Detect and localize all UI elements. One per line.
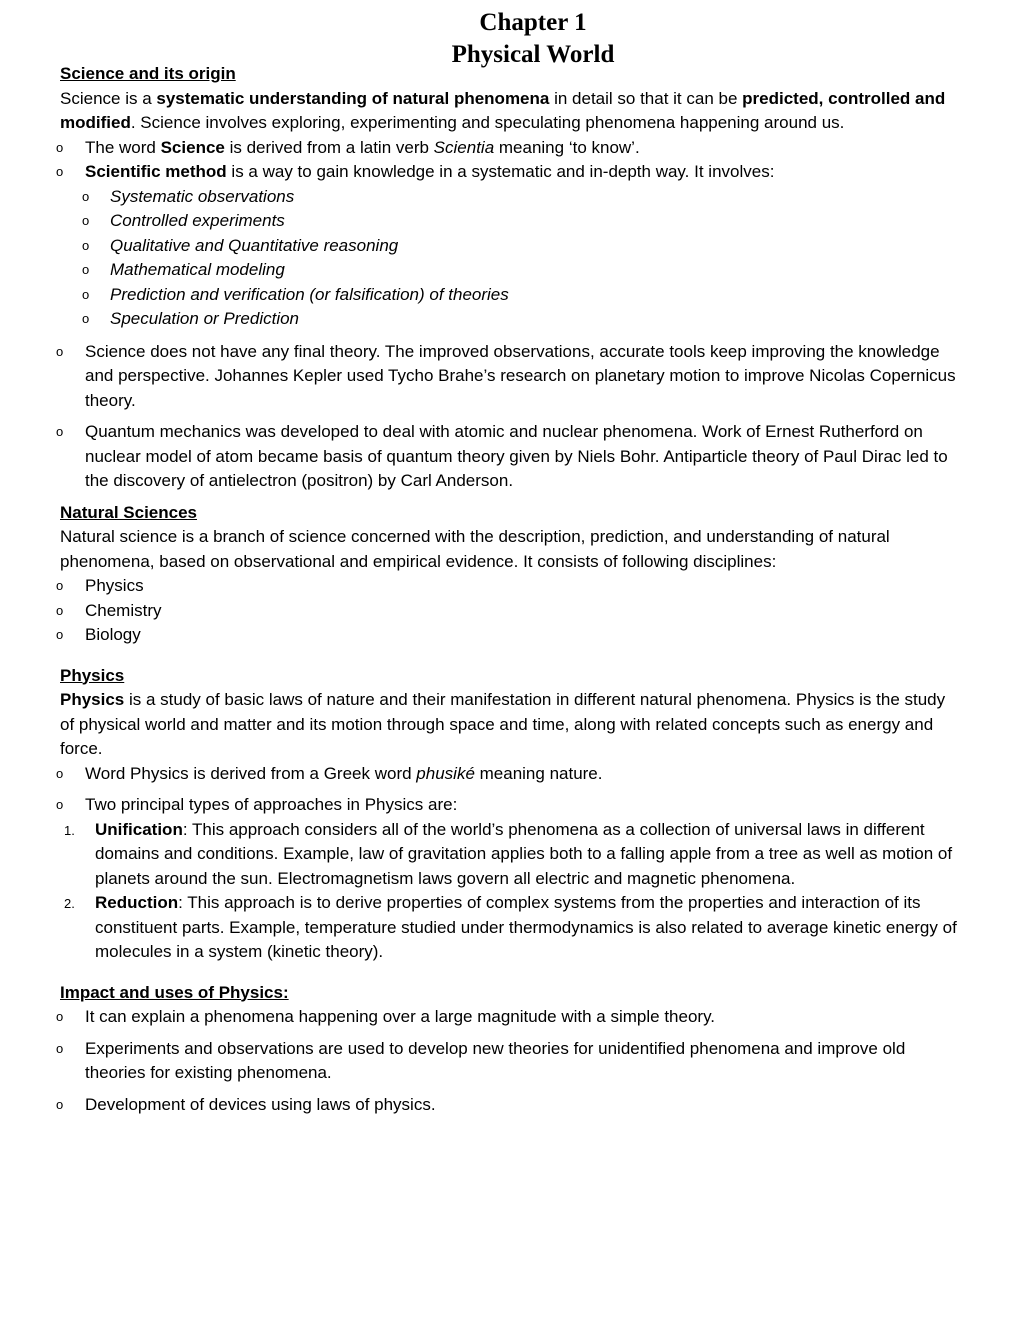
list-item: o Biology [60,623,960,648]
list-item: o Physics [60,574,960,599]
heading-science-origin: Science and its origin [60,64,236,83]
list-item: o Science does not have any final theory. The improved observations, accurate tools keep improving the knowledge and perspective. Johannes Kepler used Tycho Brahe’s research on planetary motion to improve Nicolas Copernicus theory. [60,340,960,414]
list-item: o Scientific method is a way to gain knowledge in a systematic and in-depth way. It involves: o Systematic observations o Controlled experiments o Qualitative and Quantitative reasoning o Mathematical modeling o Prediction and verification (or falsification) of theories o Speculation or Prediction [60,160,960,332]
list-item: o Systematic observations [85,185,960,210]
list-item: 1. Unification: This approach considers all of the world’s phenomena as a collection of universal laws in different domains and conditions. Example, law of gravitation applies both to a falling apple from a tree as well as motion of planets around the sun. Electromagnetism laws govern all electric and magnetic phenomena. [64,819,953,888]
heading-impact: Impact and uses of Physics: [60,982,289,1002]
list-item: o Controlled experiments [85,209,960,234]
list-item: o Chemistry [60,599,960,624]
list-item: 2. Reduction: This approach is to derive properties of complex systems from the properties and interaction of its constituent parts. Example, temperature studied under thermodynamics is also related to average kinetic energy of molecules in a system (kinetic theory). [64,893,957,961]
list-item: o Quantum mechanics was developed to deal with atomic and nuclear phenomena. Work of Ernest Rutherford on nuclear model of atom became basis of quantum theory given by Niels Bohr. Antiparticle theory of Paul Dirac led to the discovery of antielectron (positron) by Carl Anderson. [60,420,960,494]
chapter-title: Physical World [451,41,615,68]
list-item: o Speculation or Prediction [85,307,960,332]
heading-physics: Physics [60,665,125,685]
list-item: o Prediction and verification (or falsification) of theories [85,283,960,308]
impact-list [60,1005,960,1117]
physics-list [60,762,960,818]
science-intro-paragraph: Science is a systematic understanding of natural phenomena in detail so that it can be predicted, controlled and modified. Science involves exploring, experimenting and speculating phenomena happening around us. [60,88,946,132]
list-item: o It can explain a phenomena happening over a large magnitude with a simple theory. [60,1005,960,1030]
science-origin-list [60,136,960,494]
physics-definition-paragraph: Physics is a study of basic laws of nature and their manifestation in different natural phenomena. Physics is the study of physical world and matter and its motion through space and time, along with related concepts such as energy and force. [60,690,946,758]
natural-sciences-paragraph: Natural science is a branch of science concerned with the description, prediction, and understanding of natural phenomena, based on observational and empirical evidence. It consists of following disciplines: [60,527,890,571]
list-item: o Qualitative and Quantitative reasoning [85,234,960,259]
document-body [60,62,960,1117]
chapter-number: Chapter 1 [479,9,587,36]
heading-natural-sciences: Natural Sciences [60,502,198,522]
list-item: o Development of devices using laws of physics. [60,1093,960,1118]
list-item: o Mathematical modeling [85,258,960,283]
list-item: o Two principal types of approaches in Physics are: [60,793,960,818]
list-item: o Experiments and observations are used to develop new theories for unidentified phenomena and improve old theories for existing phenomena. [60,1037,960,1086]
approaches-list [60,818,960,965]
natural-sciences-list [60,574,960,648]
scientific-method-list [85,185,960,332]
list-item: o Word Physics is derived from a Greek word phusiké meaning nature. [60,762,960,787]
list-item: o The word Science is derived from a latin verb Scientia meaning ‘to know’. [60,136,960,161]
